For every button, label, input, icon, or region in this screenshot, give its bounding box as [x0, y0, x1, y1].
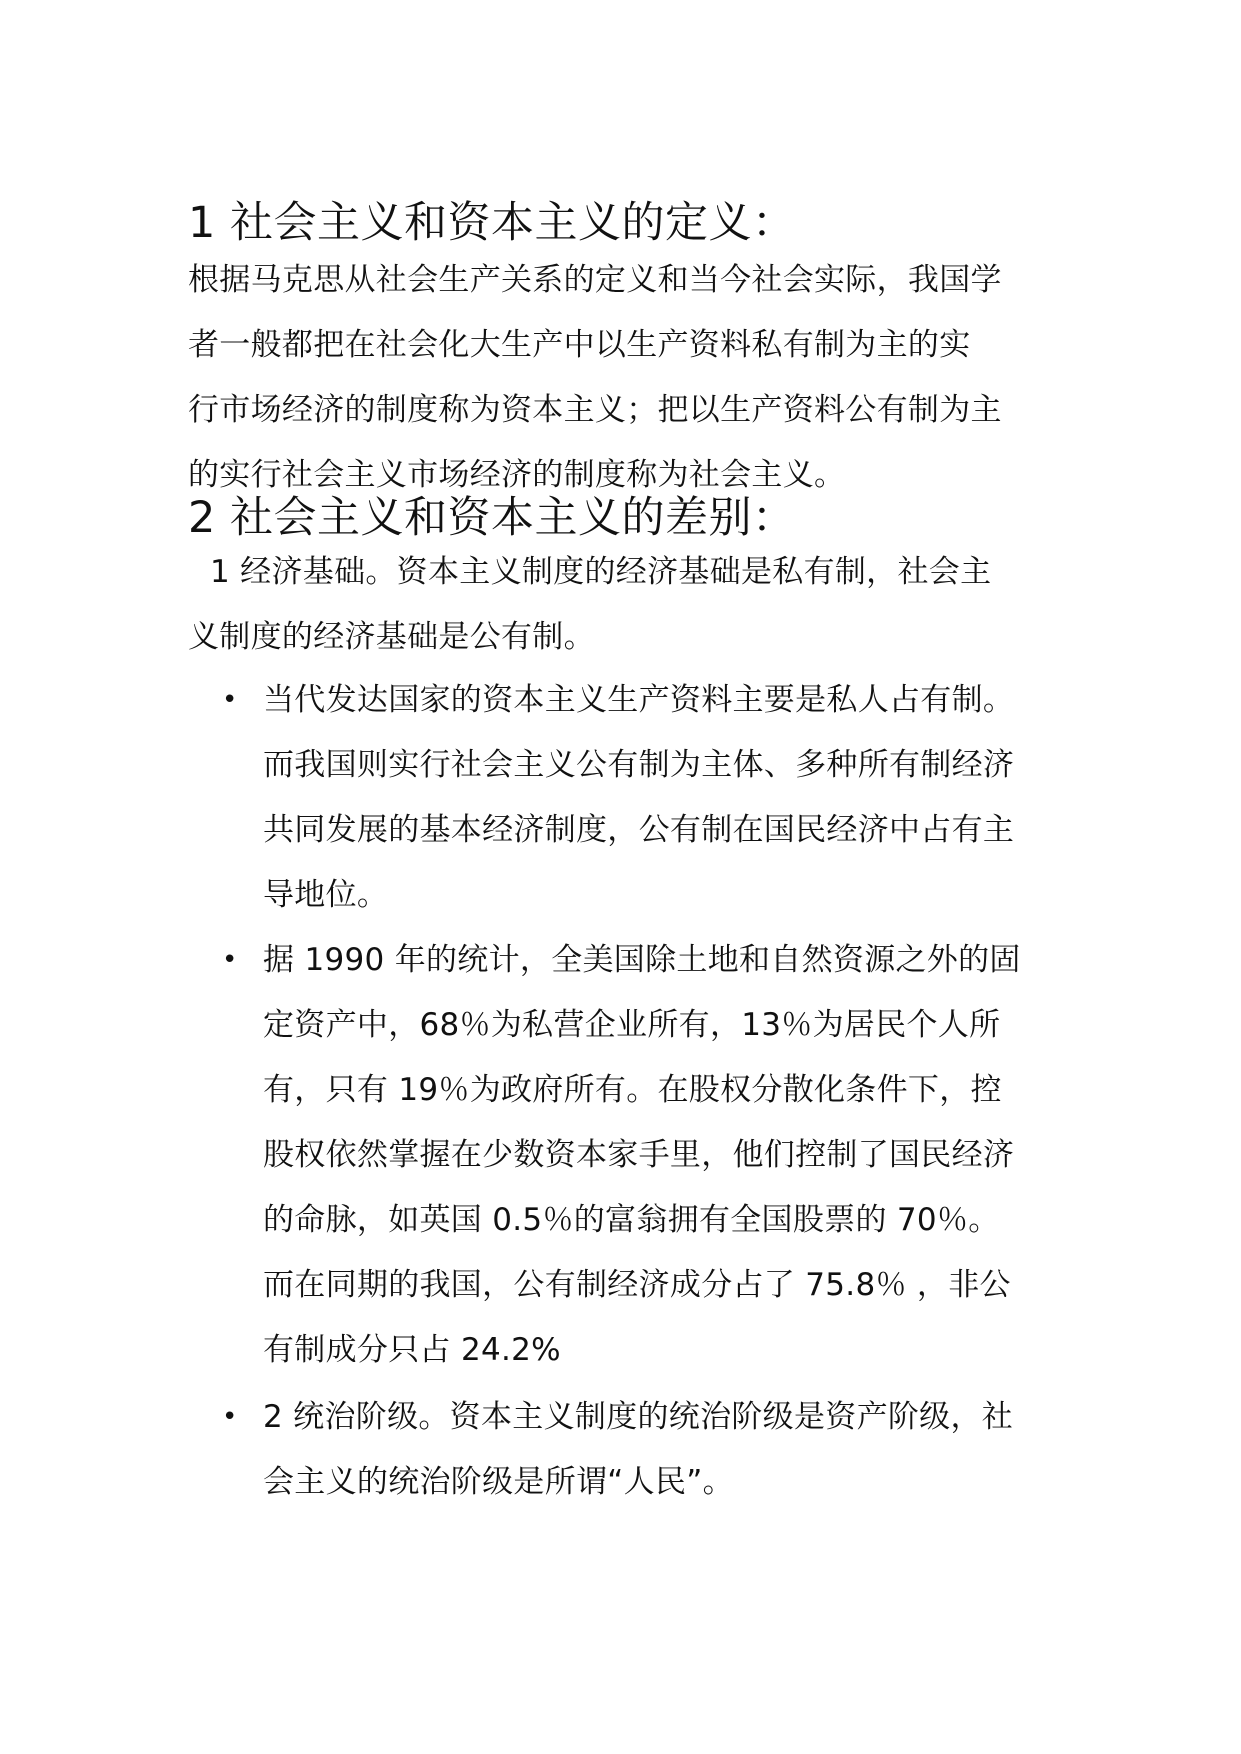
bullet-line: 股权依然掌握在少数资本家手里，他们控制了国民经济 [263, 1137, 1015, 1173]
bullet-line: 有，只有 19％为政府所有。在股权分散化条件下，控 [263, 1072, 1002, 1108]
bullet-line: 定资产中，68％为私营企业所有，13％为居民个人所 [263, 1007, 1001, 1043]
bullet-item-statistics [263, 928, 1068, 1383]
bullet-item-ruling-class [263, 1385, 1068, 1515]
bullet-line: 而我国则实行社会主义公有制为主体、多种所有制经济 [263, 747, 1015, 783]
bullet-item-ownership [263, 668, 1068, 928]
paragraph-line: 者一般都把在社会化大生产中以生产资料私有制为主的实 [188, 327, 971, 363]
section-1-paragraph [188, 248, 1068, 508]
paragraph-line: 1 经济基础。资本主义制度的经济基础是私有制，社会主 [210, 554, 992, 590]
bullet-line: 的命脉，如英国 0.5％的富翁拥有全国股票的 70％。 [263, 1202, 1000, 1238]
bullet-marker: • [222, 685, 238, 715]
bullet-line: 当代发达国家的资本主义生产资料主要是私人占有制。 [263, 682, 1015, 718]
paragraph-line: 义制度的经济基础是公有制。 [188, 619, 595, 655]
bullet-marker: • [222, 945, 238, 975]
section-1-heading: 1 社会主义和资本主义的定义： [188, 198, 796, 248]
bullet-line: 而在同期的我国，公有制经济成分占了 75.8％ ，非公 [263, 1267, 1011, 1303]
bullet-line: 导地位。 [263, 877, 389, 913]
paragraph-line: 的实行社会主义市场经济的制度称为社会主义。 [188, 457, 846, 493]
paragraph-line: 行市场经济的制度称为资本主义；把以生产资料公有制为主 [188, 392, 1002, 428]
bullet-marker: • [222, 1402, 238, 1432]
bullet-line: 有制成分只占 24.2% [263, 1332, 561, 1368]
bullet-line: 据 1990 年的统计，全美国除土地和自然资源之外的固 [263, 942, 1021, 978]
section-2-intro [188, 540, 1068, 670]
bullet-line: 会主义的统治阶级是所谓“人民”。 [263, 1464, 734, 1500]
section-2-heading: 2 社会主义和资本主义的差别： [188, 493, 796, 543]
paragraph-line: 根据马克思从社会生产关系的定义和当今社会实际，我国学 [188, 262, 1002, 298]
bullet-line: 共同发展的基本经济制度，公有制在国民经济中占有主 [263, 812, 1015, 848]
bullet-line: 2 统治阶级。资本主义制度的统治阶级是资产阶级，社 [263, 1399, 1014, 1435]
